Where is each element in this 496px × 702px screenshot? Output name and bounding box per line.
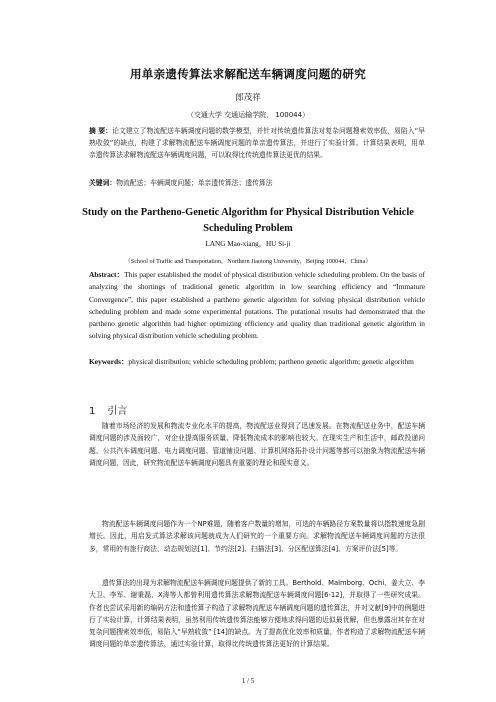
keywords-zh-text: 物流配送；车辆调度问题；单亲遗传算法；遗传算法: [116, 179, 273, 187]
body-paragraph: 遗传算法的出现为求解物流配送车辆调度问题提供了新的工具。Berthold、Malmborg、Ochi、姜大立、李大卫、李军、谢秉磊、X涛等人都曾利用遗传算法求解物流配送车辆调度问题[6-12]，并取得了一些研究成果。作者也尝试采用新的编码方法和遗传算子构造了求解物流配送车辆调度问题的遗传算法，并对文献[9]中的例题进行了实验计算，计算结果表明，虽然利用传统遗传算法能够方便地求得问题的近似最优解，但也暴露出其存在对复杂问题搜索效率低，易陷入“早熟收敛” [14]的缺点。为了提高优化效率和质量，作者构造了求解物流配送车辆调度问题的单亲遗传算法，通过实验计算，取得比传统遗传算法更好的计算结果。: [89, 579, 425, 649]
section-title: 引言: [107, 406, 128, 417]
keywords-en-text: physical distribution; vehicle scheduling problem; partheno genetic algorithm; genetic algorithm: [128, 357, 414, 366]
body-paragraph: 随着市场经济的发展和物流专业化水平的提高，物流配送业得到了迅速发展。在物流配送业务中，配送车辆调度问题的涉及面较广，对企业提高服务质量、降低物流成本的影响也较大。在现实生产和生活中，邮政投递问题、公共汽车调度问题、电力调度问题、管道铺设问题、计算机网络拓扑设计问题等都可以抽象为物流配送车辆调度问题，因此，研究物流配送车辆调度问题具有重要的理论和现实意义。: [89, 422, 425, 467]
keywords-en: [89, 356, 425, 368]
section-number: 1: [89, 406, 96, 417]
keywords-en-label: Keywords：: [89, 357, 129, 366]
author-name: 郎茂祥: [235, 93, 261, 103]
paper-title: 用单亲遗传算法求解配送车辆调度问题的研究: [130, 67, 366, 81]
keywords-zh: [89, 177, 425, 189]
keywords-zh-label: 关键词：: [89, 179, 117, 187]
abstract-zh-label: 摘 要：: [89, 127, 113, 135]
abstract-zh: [89, 125, 425, 161]
affiliation: （交通大学 交通运输学院， 100044）: [186, 111, 310, 119]
abstract-en-text: This paper established the model of physical distribution vehicle scheduling problem. On the basis of analyzing the shortings of traditional genetic algorithm in low searching efficiency and “Immature Convergence”, this paper established a partheno genetic algorithm for solving physical distribution vehicle scheduling problem and made some experimental putations. The putational results had demonstrated that the partheno genetic algorithm had higher optimizing efficiency and quality than traditional genetic algorithm in solving physical distribution vehicle scheduling problem.: [89, 270, 425, 341]
page-number: 1 / 5: [241, 677, 255, 685]
abstract-en: [89, 269, 425, 343]
abstract-zh-text: 论文建立了物流配送车辆调度问题的数学模型，并针对传统遗传算法对复杂问题搜索效率低，易陷入“早熟收敛”的缺点，构建了求解物流配送车辆调度问题的单亲遗传算法，并进行了实验计算。计算结果表明，用单亲遗传算法求解物流配送车辆调度问题，可以取得比传统遗传算法更优的结果。: [89, 127, 425, 160]
section-heading: [89, 402, 127, 417]
body-paragraph: 物流配送车辆调度问题作为一个NP难题，随着客户数量的增加，可选的车辆路径方案数量将以指数速度急剧增长。因此，用启发式算法求解该问题就成为人们研究的一个重要方向。求解物流配送车辆调度问题的方法很多，常用的有旅行商法、动态规划法[1]、节约法[2]、扫描法[3]、分区配送算法[4]、方案评价法[5]等。: [89, 520, 425, 553]
affiliation-en: （School of Traffic and Transportation，Northern Jiaotong University，Beijing 100044，China）: [124, 258, 372, 265]
abstract-en-label: Abstract：: [89, 270, 125, 279]
paper-title-en: Study on the Partheno-Genetic Algorithm for Physical Distribution Vehicle Scheduling Problem: [82, 207, 414, 234]
author-name-en: LANG Mao-xiang，HU Si-ji: [205, 240, 291, 248]
